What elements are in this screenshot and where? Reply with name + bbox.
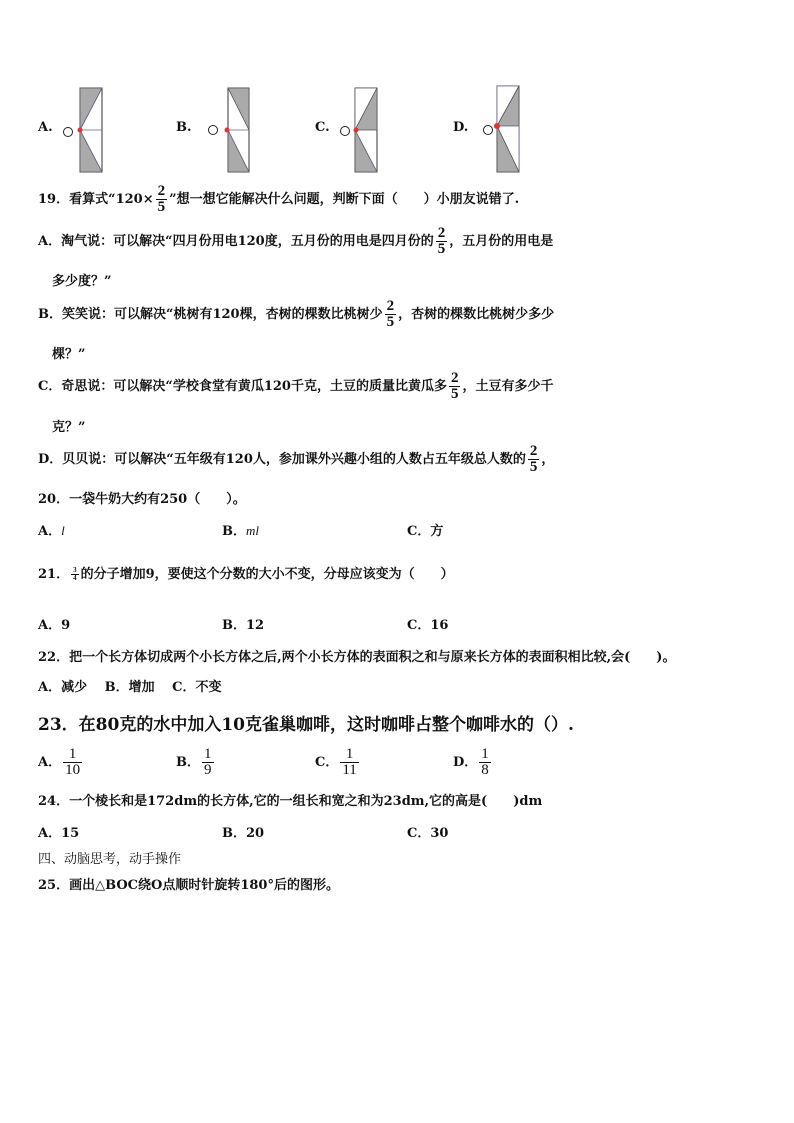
q23-option-c	[315, 743, 361, 783]
q20-option-b	[222, 520, 259, 539]
q20-b-value: ml	[246, 523, 259, 538]
q23-a-label: A．	[38, 755, 62, 770]
q19-stem-fraction	[156, 184, 168, 215]
q19-b-pre: B．笑笑说：可以解决“桃树有120棵，杏树的棵数比桃树少	[38, 307, 383, 322]
q20-option-c: C．方	[407, 524, 444, 539]
q24-option-b: B．20	[222, 826, 265, 841]
q23-c-fraction	[340, 747, 358, 778]
q18-figure-c	[337, 86, 387, 174]
fraction-numerator: 1	[204, 746, 212, 762]
fraction-numerator: 2	[450, 370, 459, 386]
q20-stem: 20．一袋牛奶大约有250（ ）。	[38, 492, 246, 507]
q23-d-label: D．	[453, 755, 478, 770]
q19-d-pre: D．贝贝说：可以解决“五年级有120人，参加课外兴趣小组的人数占五年级总人数的	[38, 452, 526, 467]
q18-figure-b	[205, 86, 255, 174]
q19-stem-post: ”想一想它能解决什么问题，判断下面（ ）小朋友说错了.	[169, 192, 520, 207]
q21-option-b: B．12	[222, 618, 265, 633]
fraction-numerator: 1	[481, 746, 489, 762]
q20-a-label: A．	[38, 524, 62, 539]
q21-number: 21．	[38, 567, 70, 582]
q19-c-fraction	[449, 371, 461, 402]
q18-option-c-label: C.	[315, 120, 330, 135]
q18-option-b-label: B.	[176, 120, 192, 135]
q24-option-c: C．30	[407, 826, 449, 841]
q19-b-post: ，杏树的棵数比桃树少多少	[398, 307, 555, 322]
q23-a-fraction	[63, 747, 82, 778]
q24-option-a: A．15	[38, 826, 80, 841]
section-heading: 四、动脑思考，动手操作	[38, 852, 182, 867]
q23-c-label: C．	[315, 755, 339, 770]
q22-stem: 22．把一个长方体切成两个小长方体之后,两个小长方体的表面积之和与原来长方体的表面积相比较,会( )。	[38, 650, 676, 665]
q21-fraction	[71, 567, 79, 582]
fraction-denominator: 5	[450, 386, 459, 402]
q21-stem: 的分子增加9，要使这个分数的大小不变，分母应该变为（ ）	[80, 567, 454, 582]
q18-option-a-label: A.	[38, 120, 53, 135]
fraction-denominator: 11	[342, 762, 357, 778]
q19-d-fraction	[528, 444, 540, 475]
q19-option-a-line2: 多少度？”	[52, 274, 112, 289]
q24-stem: 24．一个棱长和是172dm的长方体,它的一组长和宽之和为23dm,它的高是( )dm	[38, 794, 543, 809]
q18-figure-d	[480, 84, 530, 174]
q19-b-fraction	[385, 299, 397, 330]
q23-stem: 23．在80克的水中加入10克雀巢咖啡，这时咖啡占整个咖啡水的（）.	[38, 715, 574, 735]
q23-option-a	[38, 743, 84, 783]
fraction-numerator: 1	[68, 746, 77, 762]
q18-figure-a	[60, 86, 110, 174]
q19-a-fraction	[436, 226, 448, 257]
q18-option-d-label: D.	[453, 120, 469, 135]
q21-option-a: A．9	[38, 618, 71, 633]
q19-stem	[38, 183, 519, 217]
q21-option-c: C．16	[407, 618, 449, 633]
fraction-denominator: 10	[65, 762, 81, 778]
q20-option-a	[38, 520, 65, 539]
q23-d-fraction	[479, 747, 491, 778]
fraction-numerator: 3	[73, 566, 77, 574]
q23-option-d	[453, 743, 493, 783]
fraction-denominator: 5	[437, 241, 446, 257]
q19-stem-pre: 19．看算式“120×	[38, 192, 154, 207]
fraction-denominator: 5	[386, 314, 395, 330]
fraction-denominator: 9	[204, 762, 212, 778]
q19-option-d	[38, 443, 554, 477]
q19-c-post: ，土豆有多少千	[462, 379, 554, 394]
q22-options: A．减少 B．增加 C．不变	[38, 680, 222, 695]
q19-c-pre: C．奇思说：可以解决“学校食堂有黄瓜120千克，土豆的质量比黄瓜多	[38, 379, 447, 394]
q19-d-post: ，	[541, 452, 555, 467]
q23-b-fraction	[202, 747, 214, 778]
q20-b-label: B．	[222, 524, 246, 539]
fraction-numerator: 2	[529, 443, 538, 459]
fraction-denominator: 4	[73, 574, 77, 582]
fraction-denominator: 8	[481, 762, 489, 778]
q19-a-pre: A．淘气说：可以解决“四月份用电120度，五月份的用电是四月份的	[38, 234, 434, 249]
q19-option-c-line2: 克？”	[52, 420, 86, 435]
q21-stem-line	[38, 560, 454, 590]
fraction-denominator: 5	[529, 459, 538, 475]
fraction-numerator: 2	[437, 225, 446, 241]
q20-a-value: l	[61, 523, 65, 538]
fraction-numerator: 1	[345, 746, 354, 762]
fraction-numerator: 2	[386, 298, 395, 314]
q23-b-label: B．	[176, 755, 200, 770]
q19-option-c	[38, 370, 553, 404]
q19-option-b-line2: 棵？”	[52, 347, 86, 362]
q23-option-b	[176, 743, 216, 783]
q25-stem: 25．画出△BOC绕O点顺时针旋转180°后的图形。	[38, 878, 339, 893]
q19-option-a	[38, 225, 553, 259]
fraction-denominator: 5	[157, 199, 166, 215]
q19-option-b	[38, 298, 554, 332]
fraction-numerator: 2	[157, 183, 166, 199]
q19-a-post: ，五月份的用电是	[449, 234, 554, 249]
